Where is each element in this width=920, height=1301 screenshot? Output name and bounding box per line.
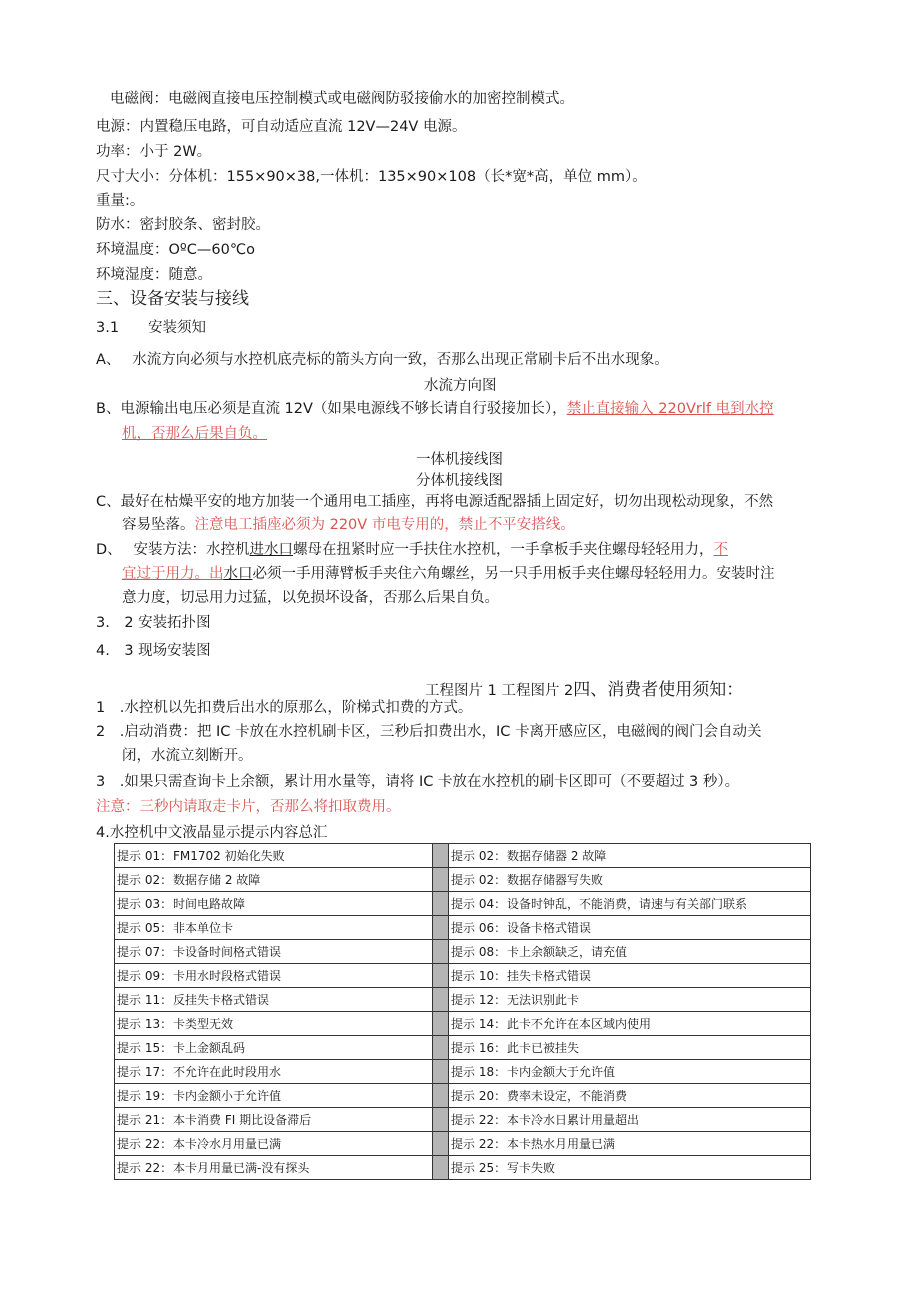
column-divider bbox=[433, 1156, 449, 1180]
tip-code: 提示 17： bbox=[117, 1065, 173, 1079]
tip-code: 提示 22： bbox=[451, 1113, 507, 1127]
item-b-line2: 机，否那么后果自负。 bbox=[122, 426, 267, 442]
table-row bbox=[115, 964, 811, 988]
tip-code: 提示 22： bbox=[451, 1137, 507, 1151]
tip-code: 提示 07： bbox=[117, 945, 173, 959]
tip-code: 提示 02： bbox=[451, 849, 507, 863]
tip-cell bbox=[449, 1132, 811, 1156]
column-divider bbox=[433, 868, 449, 892]
tip-message: 写卡失败 bbox=[507, 1161, 556, 1175]
project-photos-caption: 工程图片 1 工程图片 2 bbox=[425, 683, 574, 699]
tip-message: 费率未设定，不能消费 bbox=[507, 1089, 628, 1103]
all-in-one-wiring-caption: 一体机接线图 bbox=[416, 452, 503, 468]
tip-code: 提示 22： bbox=[117, 1161, 173, 1175]
table-row bbox=[115, 1108, 811, 1132]
item-a: A、 水流方向必须与水控机底壳标的箭头方向一致，否那么出现正常刷卡后不出水现象。 bbox=[96, 352, 669, 368]
tip-cell bbox=[115, 844, 433, 868]
tip-code: 提示 04： bbox=[451, 897, 507, 911]
tip-message: 卡上余额缺乏，请充值 bbox=[507, 945, 628, 959]
table-row bbox=[115, 1132, 811, 1156]
table-row bbox=[115, 1084, 811, 1108]
tip-cell bbox=[449, 868, 811, 892]
item-d-line2 bbox=[122, 564, 775, 584]
tip-code: 提示 06： bbox=[451, 921, 507, 935]
power-supply-line: 电源：内置稳压电路，可自动适应直流 12V—24V 电源。 bbox=[96, 119, 467, 135]
temperature-line: 环境温度：OºC—60℃o bbox=[96, 242, 255, 258]
subsection-3-1: 3.1 安装须知 bbox=[96, 320, 207, 336]
tip-cell bbox=[115, 1108, 433, 1132]
item-b-text: B、电源输出电压必须是直流 12V（如果电源线不够长请自行驳接加长）， bbox=[96, 401, 567, 417]
table-row bbox=[115, 1156, 811, 1180]
item-c-text: 容易坠落。 bbox=[122, 517, 195, 533]
item-d-line1 bbox=[96, 540, 728, 560]
column-divider bbox=[433, 844, 449, 868]
item-d-text1: D、 安装方法：水控机 bbox=[96, 542, 250, 558]
tip-message: 本卡消费 FI 期比设备滞后 bbox=[173, 1113, 312, 1127]
tip-code: 提示 08： bbox=[451, 945, 507, 959]
column-divider bbox=[433, 964, 449, 988]
item-d-text2: 螺母在扭紧时应一手扶住水控机，一手拿板手夹住螺母轻轻用力， bbox=[293, 542, 714, 558]
tip-message: 非本单位卡 bbox=[173, 921, 234, 935]
tip-message: 本卡冷水月用量已满 bbox=[173, 1137, 282, 1151]
column-divider bbox=[433, 1036, 449, 1060]
tip-message: 卡内金额小于允许值 bbox=[173, 1089, 282, 1103]
table-row bbox=[115, 1012, 811, 1036]
usage-3: 3 .如果只需查询卡上余额，累计用水量等，请将 IC 卡放在水控机的刷卡区即可（不要超过 3 秒）。 bbox=[96, 774, 740, 790]
column-divider bbox=[433, 1060, 449, 1084]
tip-cell bbox=[449, 916, 811, 940]
tip-code: 提示 05： bbox=[117, 921, 173, 935]
tip-cell bbox=[449, 940, 811, 964]
column-divider bbox=[433, 892, 449, 916]
tip-cell bbox=[115, 1132, 433, 1156]
tip-message: 数据存储器写失败 bbox=[507, 873, 604, 887]
tip-cell bbox=[449, 1012, 811, 1036]
tip-message: 卡内金额大于允许值 bbox=[507, 1065, 616, 1079]
table-title: 4.水控机中文液晶显示提示内容总汇 bbox=[96, 825, 328, 841]
tip-code: 提示 02： bbox=[451, 873, 507, 887]
tip-message: 卡上金额乱码 bbox=[173, 1041, 246, 1055]
tip-cell bbox=[115, 1060, 433, 1084]
tip-code: 提示 12： bbox=[451, 993, 507, 1007]
tip-message: 卡类型无效 bbox=[173, 1017, 234, 1031]
size-line: 尺寸大小：分体机：155×90×38,一体机：135×90×108（长*宽*高，单位 mm）。 bbox=[96, 169, 647, 185]
project-photos-line bbox=[425, 675, 743, 700]
split-wiring-caption: 分体机接线图 bbox=[416, 473, 503, 489]
table-row bbox=[115, 892, 811, 916]
tip-message: 数据存储器 2 故障 bbox=[507, 849, 607, 863]
item-b-warning: 禁止直接输入 220Vrlf 电到水控 bbox=[566, 401, 774, 417]
tip-cell bbox=[449, 1036, 811, 1060]
item-c-line2 bbox=[122, 515, 575, 535]
tips-table bbox=[114, 843, 811, 1180]
column-divider bbox=[433, 916, 449, 940]
item-b-line1 bbox=[96, 399, 774, 419]
tip-cell bbox=[115, 964, 433, 988]
tip-message: 数据存储 2 故障 bbox=[173, 873, 261, 887]
section-3-heading: 三、设备安装与接线 bbox=[96, 289, 249, 309]
tip-cell bbox=[449, 892, 811, 916]
column-divider bbox=[433, 940, 449, 964]
usage-2-line2: 闭，水流立刻断开。 bbox=[122, 748, 253, 764]
tip-cell bbox=[449, 964, 811, 988]
tip-cell bbox=[115, 892, 433, 916]
tip-cell bbox=[449, 1084, 811, 1108]
column-divider bbox=[433, 1108, 449, 1132]
waterproof-line: 防水：密封胶条、密封胶。 bbox=[96, 217, 270, 233]
tip-message: 设备时钟乱，不能消费，请速与有关部门联系 bbox=[507, 897, 748, 911]
tip-code: 提示 09： bbox=[117, 969, 173, 983]
tip-code: 提示 02： bbox=[117, 873, 173, 887]
table-row bbox=[115, 844, 811, 868]
item-d-warning2: 宜过于用力。 bbox=[122, 566, 209, 582]
tip-cell bbox=[115, 988, 433, 1012]
tip-code: 提示 18： bbox=[451, 1065, 507, 1079]
tip-cell bbox=[115, 868, 433, 892]
tip-message: 卡设备时间格式错误 bbox=[173, 945, 282, 959]
flow-direction-caption: 水流方向图 bbox=[424, 378, 497, 394]
solenoid-line: 电磁阀：电磁阀直接电压控制模式或电磁阀防驳接偷水的加密控制模式。 bbox=[110, 91, 574, 107]
item-d-line3: 意力度，切忌用力过猛，以免损坏设备，否那么后果自负。 bbox=[122, 590, 499, 606]
tip-cell bbox=[115, 1084, 433, 1108]
tip-message: 本卡热水月用量已满 bbox=[507, 1137, 616, 1151]
item-d-warning1: 不 bbox=[713, 542, 729, 558]
humidity-line: 环境湿度：随意。 bbox=[96, 267, 212, 283]
tip-code: 提示 25： bbox=[451, 1161, 507, 1175]
column-divider bbox=[433, 1084, 449, 1108]
subsection-4-3: 4. 3 现场安装图 bbox=[96, 643, 211, 659]
tip-message: 挂失卡格式错误 bbox=[507, 969, 592, 983]
tip-code: 提示 21： bbox=[117, 1113, 173, 1127]
tip-cell bbox=[115, 1036, 433, 1060]
power-line: 功率：小于 2W。 bbox=[96, 144, 212, 160]
tip-code: 提示 01： bbox=[117, 849, 173, 863]
tip-cell bbox=[449, 1060, 811, 1084]
table-row bbox=[115, 916, 811, 940]
item-c-line1: C、最好在枯燥平安的地方加装一个通用电工插座，再将电源适配器插上固定好，切勿出现松动现象，不然 bbox=[96, 494, 774, 510]
tip-message: 此卡已被挂失 bbox=[507, 1041, 580, 1055]
weight-line: 重量:。 bbox=[96, 193, 145, 209]
usage-note: 注意：三秒内请取走卡片，否那么将扣取费用。 bbox=[96, 799, 401, 815]
tip-code: 提示 14： bbox=[451, 1017, 507, 1031]
tip-code: 提示 20： bbox=[451, 1089, 507, 1103]
column-divider bbox=[433, 1132, 449, 1156]
tip-message: 此卡不允许在本区域内使用 bbox=[507, 1017, 652, 1031]
table-row bbox=[115, 988, 811, 1012]
subsection-3-2: 3. 2 安装拓扑图 bbox=[96, 615, 211, 631]
usage-2-line1: 2 .启动消费：把 IC 卡放在水控机刷卡区，三秒后扣费出水，IC 卡离开感应区，电磁阀的阀门会自动关 bbox=[96, 724, 762, 740]
table-row bbox=[115, 1060, 811, 1084]
tip-cell bbox=[449, 988, 811, 1012]
tip-code: 提示 11： bbox=[117, 993, 173, 1007]
table-row bbox=[115, 868, 811, 892]
tip-cell bbox=[115, 1156, 433, 1180]
table-row bbox=[115, 940, 811, 964]
item-d-outlet: 水口 bbox=[223, 566, 253, 582]
usage-1: 1 .水控机以先扣费后出水的原那么，阶梯式扣费的方式。 bbox=[96, 700, 473, 716]
item-d-inlet: 进水口 bbox=[249, 542, 294, 558]
tip-message: 本卡月用量已满-没有探头 bbox=[173, 1161, 310, 1175]
column-divider bbox=[433, 988, 449, 1012]
tip-message: 时间电路故障 bbox=[173, 897, 246, 911]
tip-message: 不允许在此时段用水 bbox=[173, 1065, 282, 1079]
tip-cell bbox=[449, 1156, 811, 1180]
item-d-out: 出 bbox=[209, 566, 224, 582]
tip-message: 反挂失卡格式错误 bbox=[173, 993, 270, 1007]
tip-cell bbox=[449, 844, 811, 868]
tip-code: 提示 15： bbox=[117, 1041, 173, 1055]
column-divider bbox=[433, 1012, 449, 1036]
tip-code: 提示 03： bbox=[117, 897, 173, 911]
item-d-text3: 必须一手用薄臂板手夹住六角螺丝，另一只手用板手夹住螺母轻轻用力。安装时注 bbox=[252, 566, 775, 582]
tip-message: 设备卡格式错误 bbox=[507, 921, 592, 935]
tip-cell bbox=[115, 940, 433, 964]
item-c-warning: 注意电工插座必须为 220V 市电专用的，禁止不平安搭线。 bbox=[194, 517, 575, 533]
tip-message: 卡用水时段格式错误 bbox=[173, 969, 282, 983]
tip-cell bbox=[115, 1012, 433, 1036]
tip-code: 提示 16： bbox=[451, 1041, 507, 1055]
tip-message: 无法识别此卡 bbox=[507, 993, 580, 1007]
tip-code: 提示 10： bbox=[451, 969, 507, 983]
tip-cell bbox=[449, 1108, 811, 1132]
tip-cell bbox=[115, 916, 433, 940]
tip-code: 提示 22： bbox=[117, 1137, 173, 1151]
tip-message: FM1702 初始化失败 bbox=[173, 849, 285, 863]
table-row bbox=[115, 1036, 811, 1060]
tip-message: 本卡冷水日累计用量超出 bbox=[507, 1113, 640, 1127]
tip-code: 提示 19： bbox=[117, 1089, 173, 1103]
tip-code: 提示 13： bbox=[117, 1017, 173, 1031]
section-4-heading: 四、消费者使用须知： bbox=[573, 680, 744, 700]
